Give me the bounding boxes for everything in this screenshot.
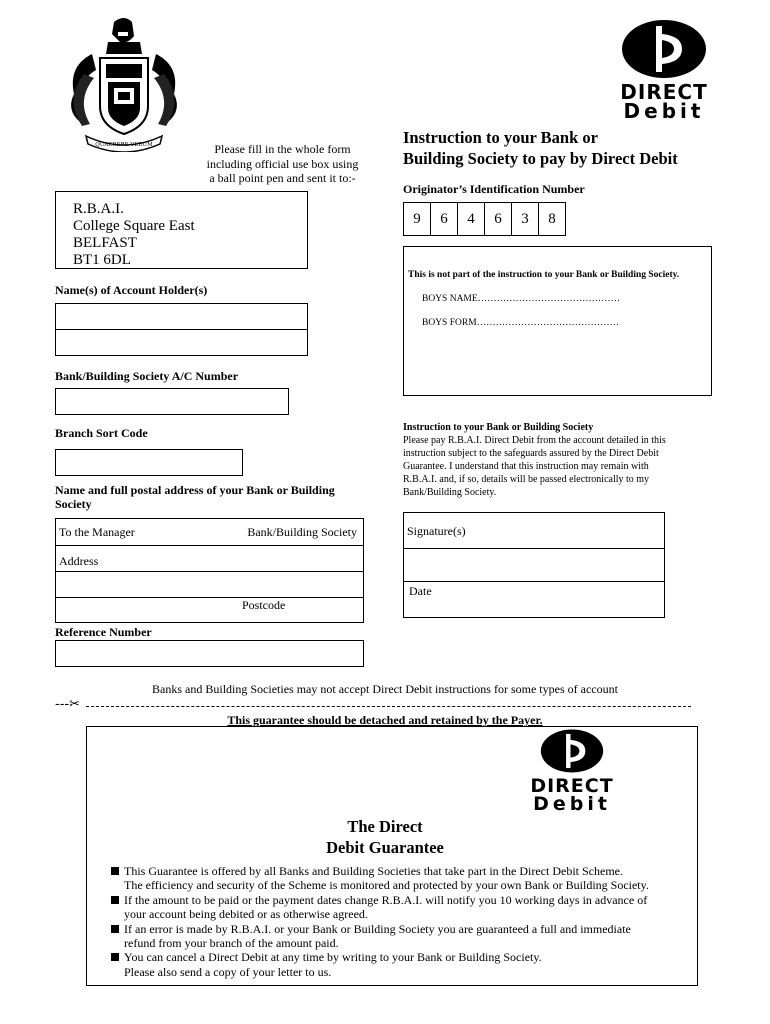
guarantee-list: [108, 864, 698, 979]
originator-digit: 3: [511, 202, 539, 236]
guarantee-item: If the amount to be paid or the payment dates change R.B.A.I. will notify you 10 working days in advance of your account being debited or as otherwise agreed.: [108, 893, 698, 922]
direct-debit-emblem-icon: [612, 18, 716, 80]
ac-number-field[interactable]: [55, 388, 289, 415]
bank-building-society-field[interactable]: Bank/Building Society: [247, 525, 357, 539]
bullet-square-icon: [111, 925, 119, 933]
bank-address-label: Name and full postal address of your Bank or Building Society: [55, 483, 335, 511]
return-address-box: R.B.A.I. College Square East BELFAST BT1 6DL: [55, 191, 308, 269]
scissors-icon: ---✂: [55, 697, 80, 712]
originator-digit: 6: [430, 202, 458, 236]
detach-note: This guarantee should be detached and retained by the Payer.: [227, 713, 543, 727]
date-field[interactable]: Date: [409, 584, 432, 598]
boys-name-field[interactable]: BOYS NAME………………………………………: [422, 294, 621, 304]
sort-code-field[interactable]: [55, 449, 243, 476]
reference-number-field[interactable]: [55, 640, 364, 667]
crest-motto: QUAERERE VERUM: [95, 142, 153, 148]
direct-debit-emblem-icon: [518, 728, 626, 774]
account-holder-field-1[interactable]: [55, 303, 308, 330]
guarantee-item: This Guarantee is offered by all Banks and Building Societies that take part in the Direct Debit Scheme. The efficiency and security of the Scheme is monitored and protected by your own Bank or Building Society.: [108, 864, 698, 893]
originator-digit: 8: [538, 202, 566, 236]
bank-address-box: [55, 518, 364, 623]
cut-line: [86, 706, 691, 707]
bullet-square-icon: [111, 953, 119, 961]
official-use-heading: This is not part of the instruction to your Bank or Building Society.: [408, 270, 680, 280]
address-field[interactable]: Address: [59, 554, 99, 568]
school-crest-logo: [62, 14, 186, 152]
postcode-field[interactable]: Postcode: [242, 598, 286, 612]
originator-digit: 9: [403, 202, 431, 236]
official-use-box: [403, 246, 712, 396]
logo-direct-text: DIRECT: [530, 775, 614, 797]
boys-form-field[interactable]: BOYS FORM………………………………………: [422, 318, 620, 328]
signature-date-box: [403, 512, 665, 618]
bullet-square-icon: [111, 867, 119, 875]
banks-may-not-accept-note: Banks and Building Societies may not accept Direct Debit instructions for some types of account: [152, 682, 618, 696]
guarantee-title: The Direct Debit Guarantee: [326, 817, 444, 857]
originator-digit: 4: [457, 202, 485, 236]
logo-debit-text: Debit: [623, 99, 705, 123]
fill-instructions-note: Please fill in the whole form including official use box using a ball point pen and sent it to:-: [206, 142, 359, 185]
sort-code-label: Branch Sort Code: [55, 426, 148, 440]
signature-field[interactable]: Signature(s): [407, 524, 466, 538]
guarantee-item: If an error is made by R.B.A.I. or your Bank or Building Society you are guaranteed a full and immediate refund from your branch of the amount paid.: [108, 922, 698, 951]
bullet-square-icon: [111, 896, 119, 904]
originator-id-digits: [403, 202, 566, 236]
bank-instruction-text: Instruction to your Bank or Building Society Please pay R.B.A.I. Direct Debit from the account detailed in this instruction subject to the safeguards assured by the Direct Debit Guarantee. I understand that this instruction may remain with R.B.A.I. and, if so, details will be passed electronically to my Bank/Building Society.: [403, 422, 666, 498]
account-holder-field-2[interactable]: [55, 329, 308, 356]
direct-debit-logo-guarantee: [518, 728, 626, 816]
guarantee-item: You can cancel a Direct Debit at any time by writing to your Bank or Building Society. Please also send a copy of your letter to us.: [108, 950, 698, 979]
logo-direct-text: DIRECT: [620, 80, 708, 104]
logo-debit-text: Debit: [533, 793, 611, 816]
to-the-manager-field[interactable]: To the Manager: [59, 525, 135, 539]
reference-number-label: Reference Number: [55, 625, 152, 639]
direct-debit-logo: [612, 18, 716, 123]
originator-id-label: Originator’s Identification Number: [403, 182, 585, 196]
ac-number-label: Bank/Building Society A/C Number: [55, 369, 239, 383]
account-holders-label: Name(s) of Account Holder(s): [55, 283, 208, 297]
originator-digit: 6: [484, 202, 512, 236]
page-title: Instruction to your Bank or Building Society to pay by Direct Debit: [403, 128, 678, 168]
